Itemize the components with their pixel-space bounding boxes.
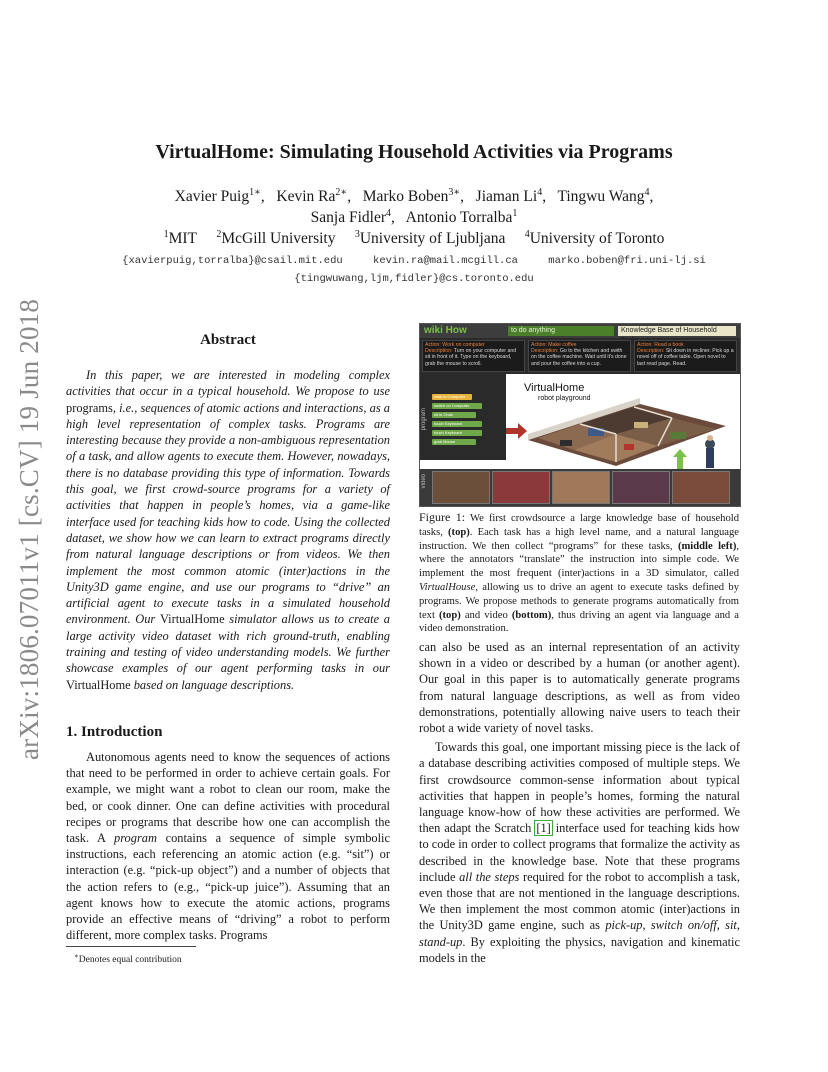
paragraph: can also be used as an internal representation of an activity shown in a video or described by a human (or another agent). Our goal in this paper is to automatically generate programs from natural language descriptions, as well as from video demonstrations, potentially allowing naive users to teach their robot a wide variety of novel tasks. <box>419 640 740 736</box>
wikihow-logo: wiki How <box>424 325 467 336</box>
footnote-rule <box>66 946 196 947</box>
program-block: touch Keyboard <box>432 421 482 427</box>
affiliation: $^4$University of Toronto <box>524 229 665 248</box>
author: Sanja Fidler$^4$ <box>310 208 391 227</box>
author: Antonio Torralba$^1$ <box>405 208 518 227</box>
program-block: grab Mouse <box>432 439 476 445</box>
author: Marko Boben$^{3∗}$ <box>362 187 461 206</box>
authors-line-1: Xavier Puig$^{1∗}$, Kevin $Ra^{2∗}$, Marko Boben$^{3∗}$, Jiaman Li$^4$, Tingwu Wang$^4$, <box>174 187 654 206</box>
author: Jiaman Li$^4$ <box>475 187 543 206</box>
video-frame <box>672 471 730 504</box>
simulator-subtitle: robot playground <box>538 395 591 402</box>
video-frame <box>612 471 670 504</box>
email: kevin.ra@mail.mcgill.ca <box>373 255 518 267</box>
section-heading: 1. Introduction <box>66 724 163 740</box>
video-frame <box>552 471 610 504</box>
figure-1 <box>419 323 741 507</box>
task-card: Action: Make coffee Description: Go to the kitchen and swith on the coffee machine. Wait until it's done and pour the coffee into a cup. <box>528 340 631 372</box>
program-block: switch on Computer <box>432 403 482 409</box>
wikihow-search-bar: to do anything <box>508 326 614 336</box>
right-column-text <box>419 639 740 966</box>
abstract-heading: Abstract <box>200 332 256 348</box>
paper-title: VirtualHome: Simulating Household Activities via Programs <box>155 141 673 163</box>
authors-line-2: Sanja Fidler$^4$, Antonio Torralba$^1$ <box>310 208 518 227</box>
program-block: touch Keyboard <box>432 430 482 436</box>
program-block: walk to Computer <box>432 394 472 400</box>
abstract-text: In this paper, we are interested in modeling complex activities that occur in a typical household. We propose to use programs, i.e., sequences of atomic actions and interactions, as a high level representation of complex tasks. Programs are interesting because they provide a non-ambiguous representation of a task, and allow agents to execute them. However, nowadays, there is no database providing this type of information. Towards this goal, we first crowd-source programs for a variety of activities that happen in people’s homes, via a game-like interface used for teaching kids how to code. Using the collected dataset, we show how we can learn to extract programs directly from natural language descriptions or from videos. We then implement the most common atomic (inter)actions in the Unity3D game engine, and use our programs to “drive” an artificial agent to execute tasks in a simulated household environment. Our VirtualHome simulator allows us to create a large activity video dataset with rich ground-truth, enabling training and testing of video understanding models. We further showcase examples of our agent performing tasks in our VirtualHome based on language descriptions. <box>66 368 390 692</box>
figure-caption: Figure 1: We first crowdsource a large knowledge base of household tasks, (top). Each task has a high level name, and a natural language instruction. We then collect “programs” for these tasks, (middle left), where the annotators “translate” the instruction into simple code. We implement the most frequent (inter)actions in a 3D simulator, called VirtualHouse, allowing us to drive an agent to execute tasks defined by programs. We propose methods to generate programs automatically from text (top) and video (bottom), thus driving an agent via language and a video demonstration. <box>419 510 740 635</box>
knowledge-base-title: Knowledge Base of Household <box>618 326 736 336</box>
affiliation: $^3$University of Ljubljana <box>354 229 506 248</box>
affiliations <box>0 229 828 248</box>
paragraph: Towards this goal, one important missing piece is the lack of a database describing activities composed of multiple steps. We first crowdsource common-sense information about typical activities that happen in people’s homes, forming the natural language know-how of how these activities are performed. We then adapt the Scratch [1] interface used for teaching kids how to code in order to collect programs that formalize the activity as described in the knowledge base. Note that these programs include all the steps required for the robot to accomplish a task, even those that are not mentioned in the language descriptions. We then implement the most common atomic (inter)actions in the Unity3D game engine, such as pick-up, switch on/off, sit, stand-up. By exploiting the physics, navigation and kinematic models in the <box>419 740 741 965</box>
video-frame <box>432 471 490 504</box>
simulator-title: VirtualHome <box>524 382 585 394</box>
video-label: video <box>421 474 427 489</box>
task-card: Action: Work on computer Description: Turn on your computer and sit in front of it. Type on the keyboard, grab the mouse to scroll. <box>422 340 525 372</box>
emails-line-2: {tingwuwang,ljm,fidler}@cs.toronto.edu <box>294 273 534 285</box>
author: Kevin $Ra^{2∗}$ <box>276 187 348 206</box>
author: Tingwu Wang$^4$ <box>557 187 650 206</box>
email: {xavierpuig,torralba}@csail.mit.edu <box>122 255 343 267</box>
email: marko.boben@fri.uni-lj.si <box>548 255 706 267</box>
citation-link[interactable]: [1] <box>536 821 551 836</box>
emails-line-1 <box>0 255 828 267</box>
intro-text: Autonomous agents need to know the sequences of actions that need to be performed in order to achieve certain goals. For example, we might want a robot to clean our room, make the bed, or cook dinner. One can define activities with procedural recipes or programs that describe how one can accomplish the task. A program contains a sequence of simple symbolic instructions, each referencing an atomic action (e.g. “sit”) or interaction (e.g. “pick-up object”) and a number of objects that the action refers to (e.g., “pick-up juice”). Assuming that an agent knows how to execute the atomic actions, programs provide an effective means of “driving” a robot to perform different, more complex tasks. Programs <box>66 750 390 943</box>
program-block: sit in Chair <box>432 412 476 418</box>
footnote: ∗Denotes equal contribution <box>74 952 182 966</box>
task-card: Action: Read a book Description: Sit down in recliner. Pick up a novel off of coffee table. Open novel to last read page. Read. <box>634 340 737 372</box>
author: Xavier Puig$^{1∗}$ <box>174 187 261 206</box>
right-arrow-icon <box>506 422 528 440</box>
arxiv-identifier: arXiv:1806.07011v1 [cs.CV] 19 Jun 2018 <box>14 298 44 760</box>
affiliation: $^1$MIT <box>163 229 198 248</box>
program-label: program <box>421 408 427 431</box>
video-frame <box>492 471 550 504</box>
affiliation: $^2$McGill University <box>216 229 336 248</box>
up-arrow-icon <box>673 449 687 469</box>
